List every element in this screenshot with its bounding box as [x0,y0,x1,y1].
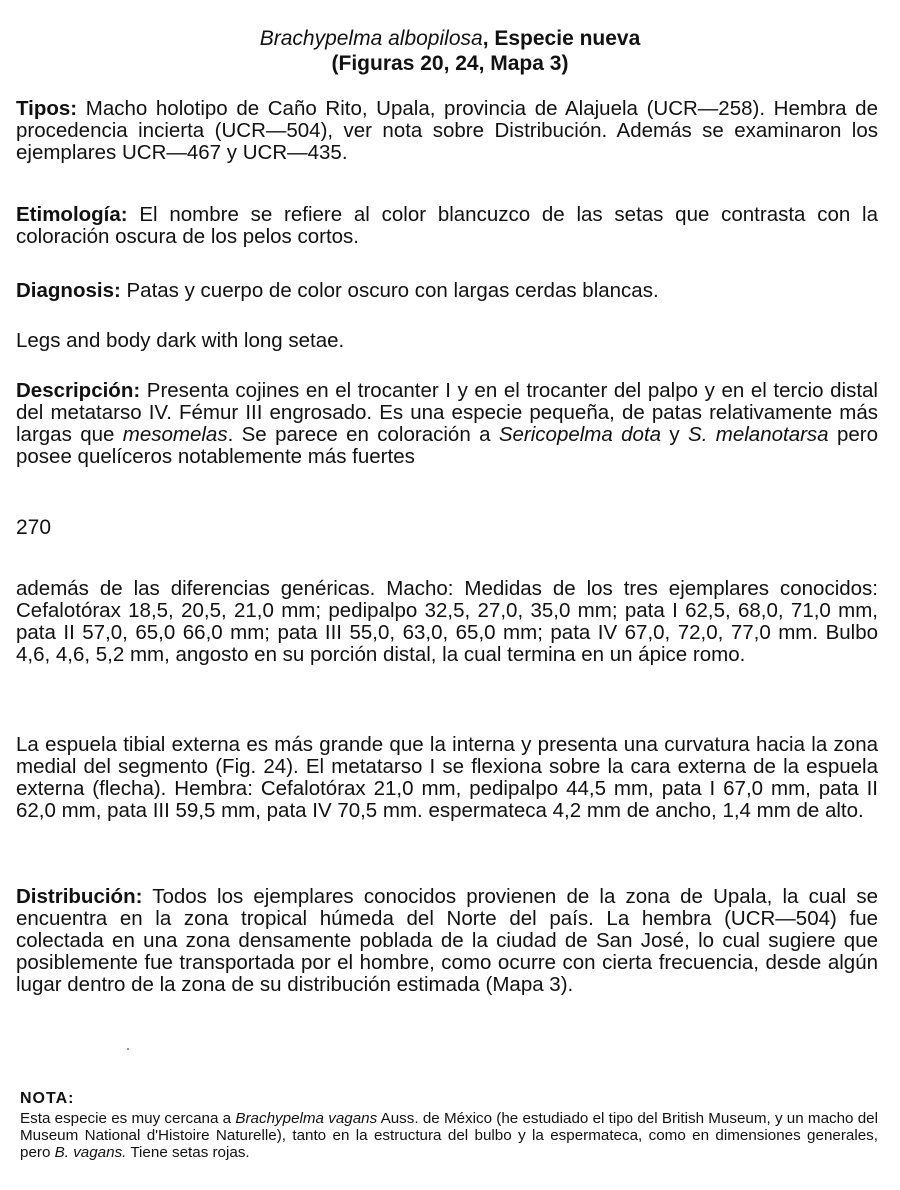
speck-mark [127,1048,129,1050]
nota-italic-2: B. vagans. [54,1144,127,1161]
descripcion-italic-1: mesomelas [122,423,228,446]
descripcion-text-1: Presenta cojines en el trocanter I y en el trocanter del palpo y en el tercio distal del metatarso IV. Fémur III engrosado. Es una especie pequeña, de patas relativamente más largas que [16,379,878,446]
species-name: Brachypelma albopilosa [259,27,483,50]
descripcion-lead: Descripción: [16,379,141,402]
espuela-paragraph: La espuela tibial externa es más grande que la interna y presenta una curvatura hacia la zona medial del segmento (Fig. 24). El metatarso I se flexiona sobre la cara externa de la espuela externa (flecha). Hembra: Cefalotórax 21,0 mm, pedipalpo 44,5 mm, pata I 67,0 mm, pata II 62,0 mm, pata III 59,5 mm, pata IV 70,5 mm. espermateca 4,2 mm de ancho, 1,4 mm de alto. [16,733,878,822]
etimologia-text: El nombre se refiere al color blancuzco de las setas que contrasta con la coloración oscura de los pelos cortos. [16,203,878,248]
nota-paragraph [20,1110,878,1161]
diagnosis-paragraph [16,280,878,302]
tipos-paragraph [16,98,878,164]
species-label: , Especie nueva [482,27,641,50]
distribucion-text: Todos los ejemplares conocidos provienen de la zona de Upala, la cual se encuentra en la zona tropical húmeda del Norte del país. La hembra (UCR—504) fue colectada en una zona densamente poblada de la ciudad de San José, lo cual sugiere que posiblemente fue transportada por el hombre, como ocurre con cierta frecuencia, desde algún lugar dentro de la zona de su distribución estimada (Mapa 3). [16,885,878,996]
descripcion-italic-2: Sericopelma dota [498,423,662,446]
page-number: 270 [16,516,52,539]
tipos-text: Macho holotipo de Caño Rito, Upala, provincia de Alajuela (UCR—258). Hembra de procedencia incierta (UCR—504), ver nota sobre Distribución. Además se examinaron los ejemplares UCR—467 y UCR—435. [16,97,878,164]
descripcion-italic-3: S. melanotarsa [688,423,829,446]
species-title [0,26,900,51]
diagnosis-text: Patas y cuerpo de color oscuro con largas cerdas blancas. [120,279,659,302]
descripcion-text-2: . Se parece en coloración a [227,423,499,446]
descripcion-paragraph [16,380,878,468]
distribucion-paragraph [16,886,878,996]
english-diagnosis: Legs and body dark with long setae. [16,329,345,352]
nota-text-1: Esta especie es muy cercana a [20,1110,236,1127]
species-heading [0,26,900,76]
nota-italic-1: Brachypelma vagans [235,1110,378,1127]
nota-heading: NOTA: [20,1090,75,1107]
tipos-lead: Tipos: [16,97,78,120]
diagnosis-lead: Diagnosis: [16,279,121,302]
nota-text-3: Tiene setas rojas. [126,1144,250,1161]
figure-references: (Figuras 20, 24, Mapa 3) [331,52,569,75]
descripcion-text-3: y [661,423,689,446]
descripcion-text-4: pero posee quelíceros notablemente más fuertes [16,423,878,468]
distribucion-lead: Distribución: [16,885,143,908]
etimologia-paragraph [16,204,878,248]
measurements-paragraph: además de las diferencias genéricas. Macho: Medidas de los tres ejemplares conocidos: Cefalotórax 18,5, 20,5, 21,0 mm; pedipalpo 32,5, 27,0, 35,0 mm; pata I 62,5, 68,0, 71,0 mm, pata II 57,0, 65,0 66,0 mm; pata III 55,0, 63,0, 65,0 mm; pata IV 67,0, 72,0, 77,0 mm. Bulbo 4,6, 4,6, 5,2 mm, angosto en su porción distal, la cual termina en un ápice romo. [16,577,878,666]
etimologia-lead: Etimología: [16,203,128,226]
nota-text-2: Auss. de México (he estudiado el tipo del British Museum, y un macho del Museum National d'Histoire Naturelle), tanto en la estructura del bulbo y la espermateca, como en dimensiones generales, pero [20,1110,879,1161]
